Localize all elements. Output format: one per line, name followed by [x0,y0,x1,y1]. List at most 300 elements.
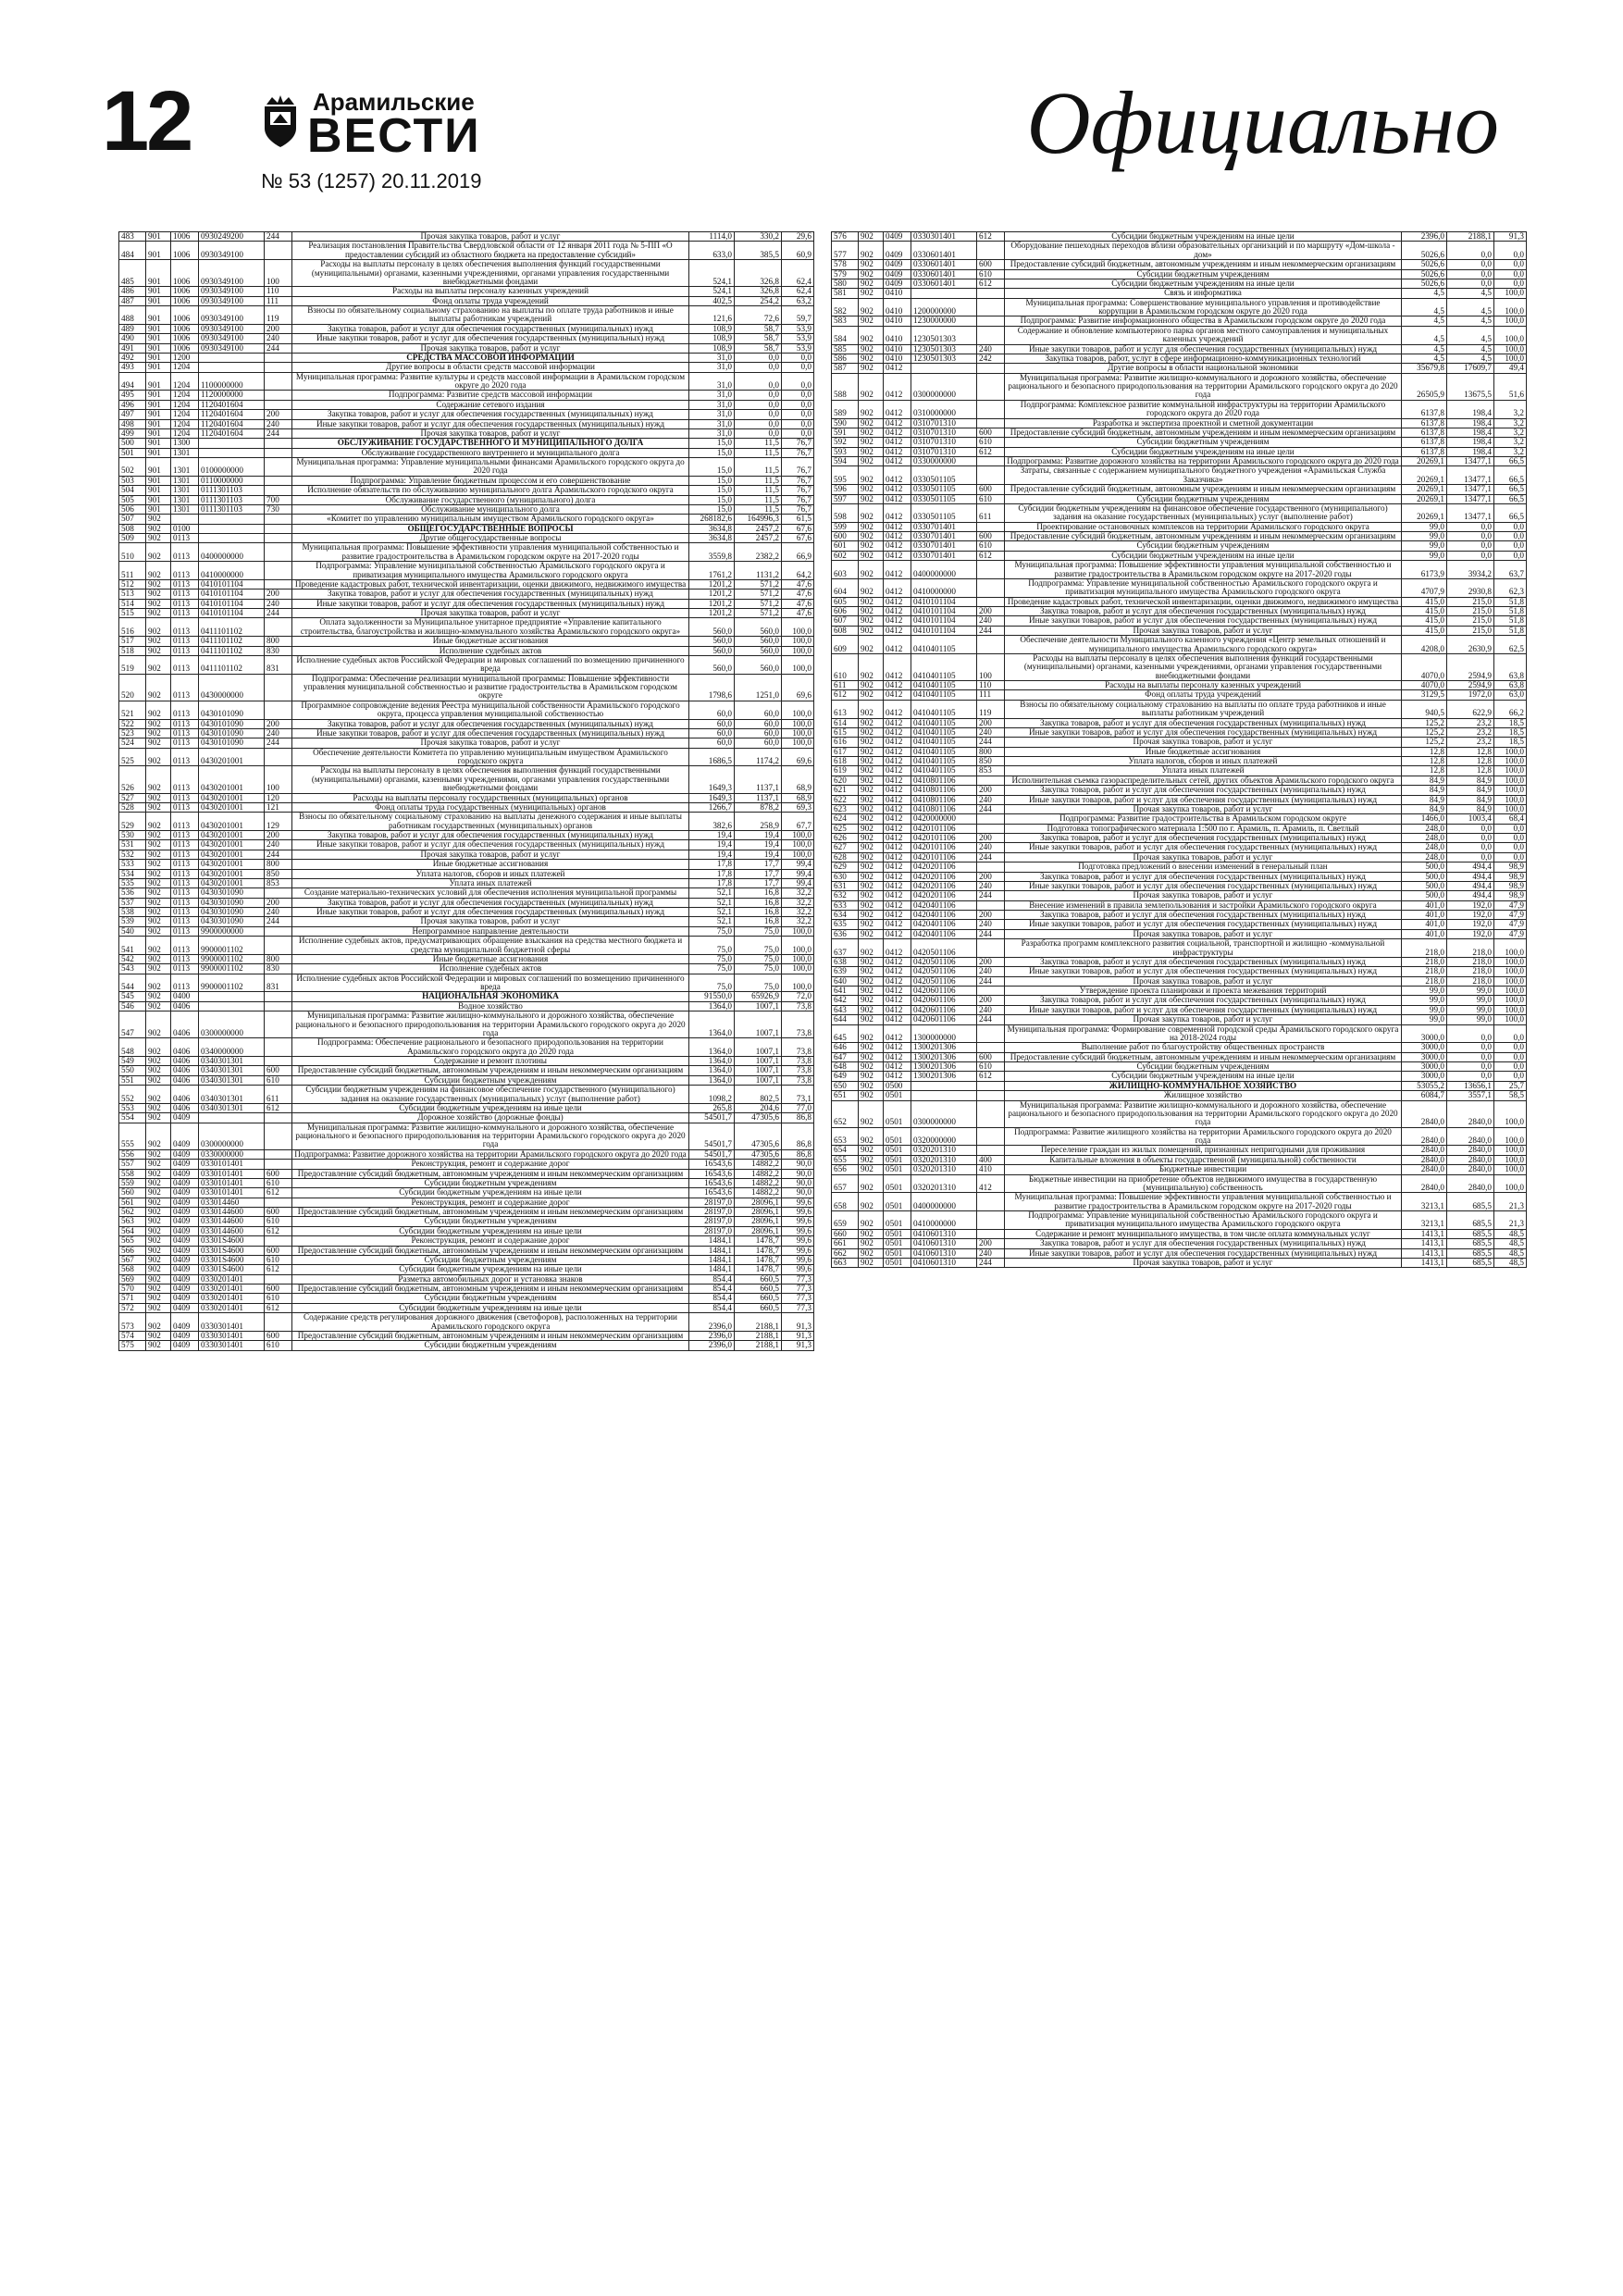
plan-amount: 1201,2 [689,609,735,618]
plan-amount: 26505,9 [1402,373,1447,400]
percent: 91,3 [1494,232,1527,242]
percent: 32,2 [782,917,814,926]
percent: 90,0 [782,1169,814,1178]
table-row [119,701,814,719]
item-name: Иные закупки товаров, работ и услуг для обеспечения государственных (муниципальных) нужд [1005,1248,1402,1258]
item-name: Иные закупки товаров, работ и услуг для обеспечения государственных (муниципальных) нужд [292,599,689,608]
target-code: 0410801106 [911,776,977,785]
expense-type [265,701,292,719]
row-number: 535 [119,878,146,887]
plan-amount: 19,4 [689,831,735,840]
expense-type [977,457,1005,466]
plan-amount: 1649,3 [689,793,735,802]
table-row [832,551,1527,560]
expense-type: 240 [265,728,292,738]
percent: 51,8 [1494,597,1527,606]
actual-amount: 1007,1 [735,1038,782,1057]
table-row [832,824,1527,833]
table-row [832,1258,1527,1267]
ministry-code: 902 [146,1246,171,1255]
plan-amount: 4,5 [1402,298,1447,316]
row-number: 653 [832,1127,859,1146]
ministry-code: 902 [146,1123,171,1149]
expense-type: 244 [265,738,292,748]
ministry-code: 902 [146,937,171,955]
ministry-code: 902 [146,802,171,812]
ministry-code: 902 [859,1146,884,1155]
target-code: 0420501106 [911,976,977,986]
expense-type: 200 [977,718,1005,727]
expense-type [977,1127,1005,1146]
ministry-code: 902 [859,279,884,288]
expense-type: 610 [265,1178,292,1187]
table-row [832,738,1527,747]
row-number: 506 [119,504,146,514]
row-number: 597 [832,494,859,503]
section-code: 0501 [884,1091,911,1100]
section-code: 1006 [171,296,199,305]
actual-amount: 4,5 [1447,316,1494,326]
percent: 73,8 [782,1066,814,1075]
target-code: 0310701310 [911,447,977,456]
ministry-code: 902 [859,987,884,996]
ministry-code: 902 [146,831,171,840]
item-name: Содержание и ремонт плотины [292,1057,689,1066]
table-row [832,843,1527,852]
actual-amount: 4,5 [1447,354,1494,363]
actual-amount: 571,2 [735,579,782,589]
item-name: Закупка товаров, работ и услуг для обеспечения государственных (муниципальных) нужд [1005,607,1402,616]
expense-type: 200 [977,957,1005,966]
item-name: Субсидии бюджетным учреждениям на иные цели [1005,447,1402,456]
actual-amount: 560,0 [735,618,782,637]
table-row [832,757,1527,766]
expense-type [265,926,292,936]
item-name: Проведение кадастровых работ, технической инвентаризации, оценки движимого, недвижимого имущества [292,579,689,589]
expense-type: 612 [977,551,1005,560]
row-number: 602 [832,551,859,560]
plan-amount: 4707,9 [1402,578,1447,597]
expense-type: 200 [977,786,1005,795]
percent: 100,0 [1494,1174,1527,1193]
target-code: 0430201001 [199,748,265,766]
plan-amount: 560,0 [689,655,735,674]
section-code: 0412 [884,681,911,690]
actual-amount: 99,0 [1447,1015,1494,1024]
ministry-code: 902 [146,1208,171,1217]
ministry-code: 902 [859,364,884,373]
target-code: 0300000000 [911,373,977,400]
section-code: 0501 [884,1127,911,1146]
section-code: 0412 [884,522,911,531]
ministry-code: 902 [859,786,884,795]
percent: 3,2 [1494,418,1527,428]
target-code: 0330701401 [911,532,977,541]
percent: 67,6 [782,524,814,533]
percent: 67,7 [782,813,814,831]
table-row [119,926,814,936]
ministry-code: 902 [859,814,884,824]
table-row [119,232,814,242]
expense-type [265,448,292,457]
plan-amount: 75,0 [689,937,735,955]
table-row [832,967,1527,976]
percent: 73,8 [782,1001,814,1011]
section-code: 0410 [884,316,911,326]
item-name: Предоставление субсидий бюджетным, автономным учреждениям и иным некоммерческим организациям [1005,485,1402,494]
plan-amount: 99,0 [1402,541,1447,551]
item-name: Расходы на выплаты персоналу в целях обеспечения выполнения функций государственными (муниципальными) органами, казенными учреждениями, органами управления государственными внебюджетными фондами [292,260,689,287]
ministry-code: 901 [146,324,171,333]
ministry-code: 902 [146,1149,171,1159]
expense-type: 244 [977,929,1005,938]
target-code: 0400000000 [911,1193,977,1211]
table-row [832,289,1527,298]
plan-amount: 2840,0 [1402,1100,1447,1127]
section-code: 0501 [884,1146,911,1155]
actual-amount: 65926,9 [735,992,782,1001]
section-code: 1204 [171,419,199,428]
target-code: 0930349100 [199,287,265,296]
table-row [119,1217,814,1226]
actual-amount: 0,0 [735,419,782,428]
expense-type [977,561,1005,579]
row-number: 662 [832,1248,859,1258]
plan-amount: 84,9 [1402,795,1447,804]
table-row [832,987,1527,996]
item-name: Содержание и ремонт муниципального имущества, в том числе оплата коммунальных услуг [1005,1229,1402,1238]
actual-amount: 12,8 [1447,766,1494,776]
expense-type: 240 [977,344,1005,354]
expense-type: 244 [977,1015,1005,1024]
actual-amount: 13477,1 [1447,457,1494,466]
expense-type: 240 [977,1248,1005,1258]
table-row [119,590,814,599]
target-code: 0420401106 [911,900,977,910]
table-row [832,1005,1527,1014]
expense-type: 240 [977,920,1005,929]
expense-type [977,1229,1005,1238]
table-row [832,747,1527,756]
item-name: Исполнение обязательств по обслуживанию муниципального долга Арамильского городского округа [292,486,689,495]
plan-amount: 16543,6 [689,1188,735,1198]
target-code: 0410801106 [911,804,977,813]
item-name: СРЕДСТВА МАССОВОЙ ИНФОРМАЦИИ [292,353,689,362]
percent: 63,8 [1494,653,1527,680]
target-code: 0430301090 [199,917,265,926]
actual-amount: 11,5 [735,486,782,495]
row-number: 600 [832,532,859,541]
ministry-code: 902 [146,1313,171,1332]
ministry-code: 902 [859,1024,884,1043]
item-name: Исполнение судебных актов Российской Федерации и мировых соглашений по возмещению причиненного вреда [292,655,689,674]
item-name: Подпрограмма: Управление муниципальной собственностью Арамильского городского округа и приватизация муниципального имущества Арамильского городского округа [1005,578,1402,597]
target-code: 1120000000 [199,391,265,400]
target-code: 0420101106 [911,834,977,843]
actual-amount: 685,5 [1447,1239,1494,1248]
expense-type: 612 [265,1226,292,1235]
actual-amount: 2840,0 [1447,1155,1494,1164]
plan-amount: 854,4 [689,1285,735,1294]
table-row [832,776,1527,785]
section-code: 0406 [171,1103,199,1112]
row-number: 525 [119,748,146,766]
actual-amount: 1174,2 [735,748,782,766]
section-title: Официально [1026,73,1499,172]
plan-amount: 6084,7 [1402,1091,1447,1100]
expense-type [265,1149,292,1159]
section-code: 0409 [171,1341,199,1350]
row-number: 514 [119,599,146,608]
section-code: 1301 [171,486,199,495]
table-row [832,653,1527,680]
percent: 0,0 [1494,269,1527,279]
actual-amount: 560,0 [735,637,782,646]
section-code: 0412 [884,920,911,929]
row-number: 523 [119,728,146,738]
expense-type: 244 [977,891,1005,900]
expense-type [977,1024,1005,1043]
percent: 0,0 [1494,532,1527,541]
actual-amount: 1007,1 [735,1066,782,1075]
plan-amount: 402,5 [689,296,735,305]
percent: 100,0 [1494,766,1527,776]
row-number: 624 [832,814,859,824]
row-number: 583 [832,316,859,326]
actual-amount: 47305,6 [735,1113,782,1123]
table-row [832,494,1527,503]
target-code [199,448,265,457]
ministry-code: 902 [146,813,171,831]
ministry-code: 902 [146,964,171,974]
section-code: 0409 [171,1198,199,1207]
plan-amount: 52,1 [689,917,735,926]
row-number: 651 [832,1091,859,1100]
target-code: 0411101102 [199,655,265,674]
target-code: 0430201001 [199,840,265,850]
actual-amount: 2840,0 [1447,1100,1494,1127]
target-code: 0410101104 [911,607,977,616]
ministry-code: 902 [146,1057,171,1066]
section-code: 0501 [884,1174,911,1193]
ministry-code: 901 [146,495,171,504]
target-code: 0430101090 [199,719,265,728]
row-number: 577 [832,242,859,260]
actual-amount: 2594,9 [1447,653,1494,680]
item-name: Прочая закупка товаров, работ и услуг [1005,1258,1402,1267]
expense-type: 240 [977,843,1005,852]
actual-amount: 0,0 [1447,1072,1494,1081]
plan-amount: 2396,0 [689,1331,735,1340]
table-row [119,1123,814,1149]
ministry-code: 902 [146,1198,171,1207]
row-number: 660 [832,1229,859,1238]
plan-amount: 108,9 [689,334,735,343]
percent: 53,9 [782,324,814,333]
plan-amount: 28197,0 [689,1226,735,1235]
target-code: 0330501105 [911,494,977,503]
plan-amount: 633,0 [689,242,735,260]
plan-amount: 5026,6 [1402,279,1447,288]
percent: 63,2 [782,296,814,305]
section-code: 0409 [171,1123,199,1149]
page-number: 12 [102,74,192,168]
expense-type: 100 [265,260,292,287]
row-number: 594 [832,457,859,466]
plan-amount: 99,0 [1402,532,1447,541]
actual-amount: 4,5 [1447,298,1494,316]
table-row [832,457,1527,466]
percent: 76,7 [782,504,814,514]
percent: 100,0 [782,840,814,850]
target-code: 0410101104 [199,599,265,608]
item-name: Прочая закупка товаров, работ и услуг [292,917,689,926]
target-code: 0340301301 [199,1066,265,1075]
ministry-code: 902 [146,1265,171,1274]
plan-amount: 4070,0 [1402,681,1447,690]
section-code: 0501 [884,1239,911,1248]
item-name: Иные закупки товаров, работ и услуг для обеспечения государственных (муниципальных) нужд [1005,967,1402,976]
ministry-code: 902 [859,863,884,872]
percent: 99,4 [782,878,814,887]
ministry-code: 902 [859,1062,884,1072]
row-number: 656 [832,1165,859,1174]
item-name: Содержание средств регулирования дорожного движения (светофоров), расположенных на территории Арамильского городского округа [292,1313,689,1332]
ministry-code: 902 [859,1127,884,1146]
expense-type [265,618,292,637]
percent: 47,9 [1494,920,1527,929]
target-code: 0430301090 [199,888,265,898]
actual-amount: 84,9 [1447,786,1494,795]
percent: 100,0 [782,719,814,728]
table-row [119,974,814,992]
plan-amount: 560,0 [689,618,735,637]
plan-amount: 500,0 [1402,881,1447,890]
section-code: 0412 [884,996,911,1005]
plan-amount: 248,0 [1402,834,1447,843]
ministry-code: 902 [146,1066,171,1075]
percent: 0,0 [1494,522,1527,531]
section-code: 0500 [884,1081,911,1090]
percent: 51,8 [1494,626,1527,635]
row-number: 507 [119,515,146,524]
left-table [118,231,814,1351]
row-number: 491 [119,343,146,353]
expense-type: 200 [265,410,292,419]
section-code: 1006 [171,260,199,287]
section-code: 0412 [884,551,911,560]
percent: 0,0 [1494,1062,1527,1072]
ministry-code: 902 [859,1248,884,1258]
expense-type: 244 [265,343,292,353]
table-row [832,929,1527,938]
percent: 100,0 [1494,976,1527,986]
percent: 100,0 [782,831,814,840]
item-name: Субсидии бюджетным учреждениям [292,1255,689,1264]
percent: 90,0 [782,1160,814,1169]
plan-amount: 1364,0 [689,1057,735,1066]
row-number: 641 [832,987,859,996]
section-code: 0412 [884,747,911,756]
expense-type: 240 [977,1005,1005,1014]
percent: 100,0 [782,738,814,748]
percent: 32,2 [782,898,814,907]
expense-type: 850 [977,757,1005,766]
ministry-code: 902 [146,1178,171,1187]
section-code: 0412 [884,636,911,654]
section-code: 0412 [884,373,911,400]
plan-amount: 1364,0 [689,1066,735,1075]
percent: 0,0 [782,419,814,428]
actual-amount: 660,5 [735,1294,782,1303]
expense-type: 800 [977,747,1005,756]
row-number: 579 [832,269,859,279]
ministry-code: 902 [146,646,171,655]
ministry-code: 902 [859,400,884,418]
item-name: Закупка товаров, работ и услуг для обеспечения государственных (муниципальных) нужд [1005,834,1402,843]
plan-amount: 3000,0 [1402,1052,1447,1061]
row-number: 563 [119,1217,146,1226]
actual-amount: 326,8 [735,287,782,296]
expense-type: 240 [265,599,292,608]
table-row [119,1313,814,1332]
section-code: 0412 [884,814,911,824]
budget-table-left [118,231,814,1351]
row-number: 592 [832,438,859,447]
item-name: Закупка товаров, работ, услуг в сфере информационно-коммуникационных технологий [1005,354,1402,363]
actual-amount: 622,9 [1447,700,1494,718]
table-row [119,1188,814,1198]
target-code: 0400000000 [199,543,265,562]
plan-amount: 84,9 [1402,776,1447,785]
plan-amount: 53055,2 [1402,1081,1447,1090]
target-code: 0420201106 [911,881,977,890]
plan-amount: 401,0 [1402,929,1447,938]
plan-amount: 1201,2 [689,579,735,589]
item-name: Закупка товаров, работ и услуг для обеспечения государственных (муниципальных) нужд [1005,872,1402,881]
section-code: 0412 [884,1015,911,1024]
plan-amount: 940,5 [1402,700,1447,718]
target-code: 0410401105 [911,653,977,680]
percent: 72,0 [782,992,814,1001]
row-number: 603 [832,561,859,579]
table-row [832,804,1527,813]
item-name: Взносы по обязательному социальному страхованию на выплаты денежного содержания и иные выплаты работникам государственных (муниципальных) органов [292,813,689,831]
table-row [119,618,814,637]
item-name: Непрограммное направление деятельности [292,926,689,936]
actual-amount: 13477,1 [1447,503,1494,522]
table-row [832,326,1527,344]
expense-type: 244 [265,917,292,926]
actual-amount: 685,5 [1447,1248,1494,1258]
item-name: Уплата иных платежей [292,878,689,887]
expense-type [977,522,1005,531]
percent: 32,2 [782,888,814,898]
target-code: 0430201001 [199,869,265,878]
ministry-code: 902 [859,920,884,929]
percent: 29,6 [782,232,814,242]
section-code: 0113 [171,937,199,955]
plan-amount: 1114,0 [689,232,735,242]
expense-type [265,1011,292,1038]
target-code: 0330701401 [911,522,977,531]
target-code: 0330301401 [199,1313,265,1332]
expense-type: 242 [977,354,1005,363]
table-row [832,269,1527,279]
actual-amount: 3934,2 [1447,561,1494,579]
actual-amount: 11,5 [735,439,782,448]
row-number: 498 [119,419,146,428]
